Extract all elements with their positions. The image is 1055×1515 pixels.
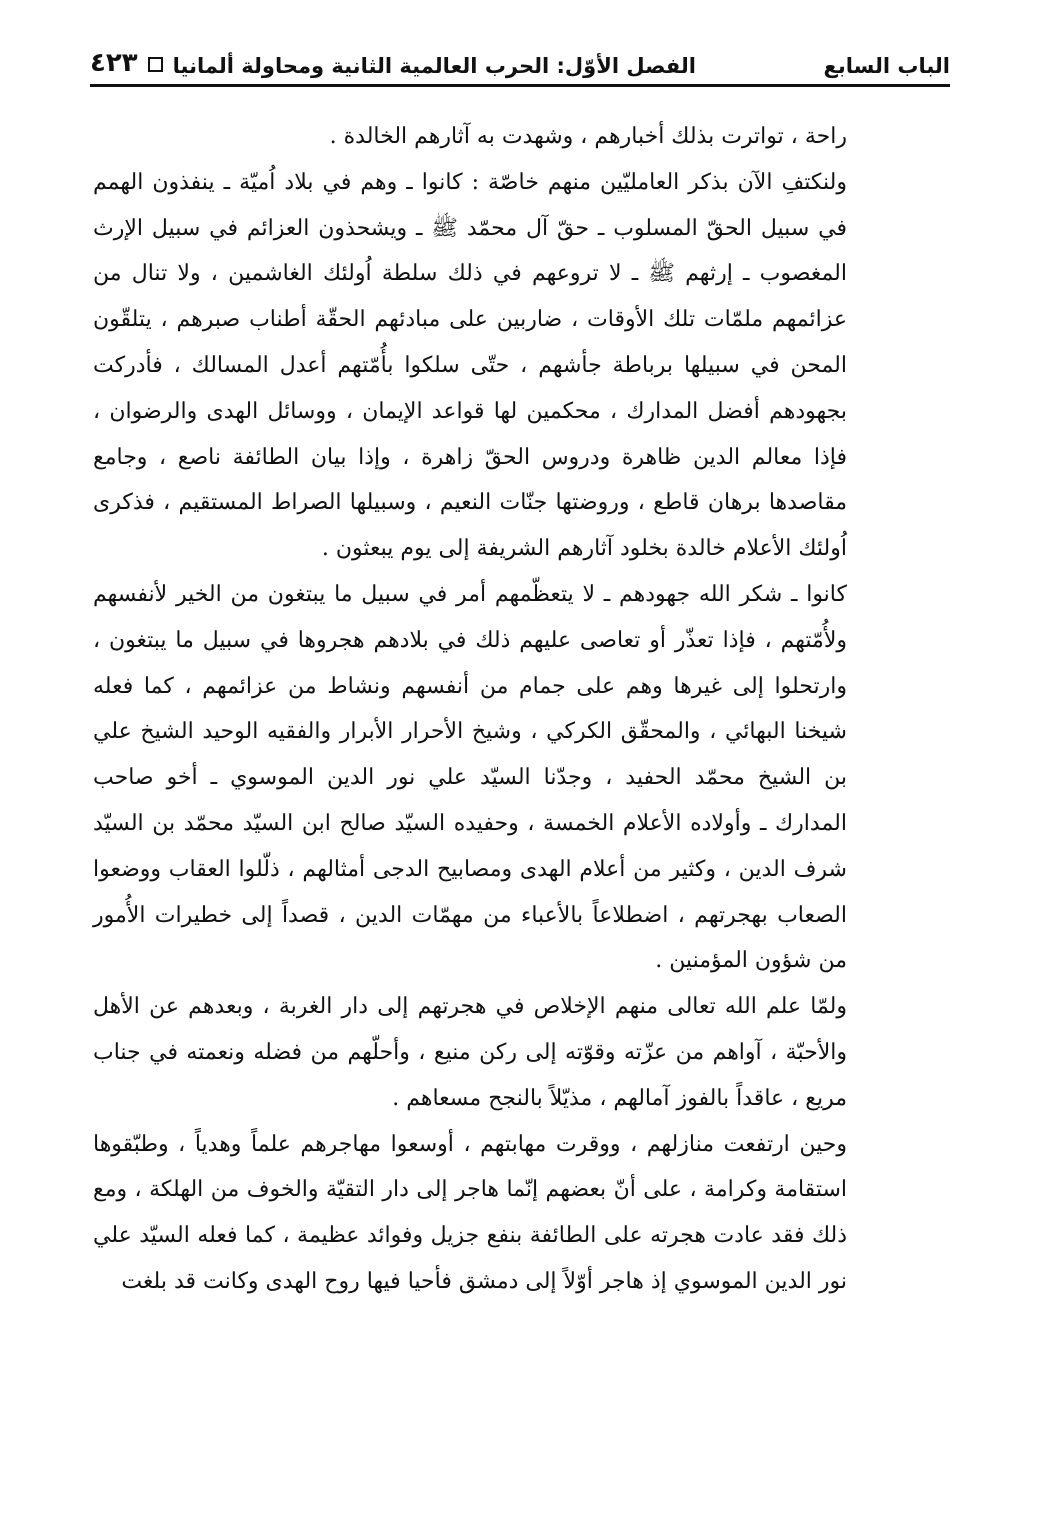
square-separator-icon: [148, 57, 163, 72]
section-heading-group: [90, 48, 696, 78]
page-number: ٤٢٣: [90, 48, 138, 78]
chapter-title: الباب السابع: [823, 54, 950, 78]
paragraph: راحة ، تواترت بذلك أخبارهم ، وشهدت به آثارهم الخالدة .: [329, 124, 847, 149]
paragraph: وحين ارتفعت منازلهم ، ووقرت مهابتهم ، أوسعوا مهاجرهم علماً وهدياً ، وطبّقوها استقامة وكرامة ، على أنّ بعضهم إنّما هاجر إلى دار التقيّة والخوف من الهلكة ، ومع ذلك فقد عادت هجرته على الطائفة بنفع جزيل وفوائد عظيمة ، كما فعله السيّد علي نور الدين الموسوي إذ هاجر أوّلاً إلى دمشق فأحيا فيها روح الهدى وكانت قد بلغت: [93, 1131, 847, 1294]
section-title: الفصل الأوّل: الحرب العالمية الثانية ومحاولة ألمانيا: [172, 54, 696, 78]
paragraph: ولنكتفِ الآن بذكر العامليّين منهم خاصّة : كانوا ـ وهم في بلاد اُميّة ـ ينفذون الهمم في سبيل الحقّ المسلوب ـ حقّ آل محمّد ﷺ ـ ويشحذون العزائم في سبيل الإرث المغصوب ـ إرثهم ﷺ ـ لا تروعهم في ذلك سلطة اُولئك الغاشمين ، ولا تنال من عزائمهم ملمّات تلك الأوقات ، ضاربين على مبادئهم الحقّة أطناب صبرهم ، يتلقّون المحن في سبيلها برباطة جأشهم ، حتّى سلكوا بأُمّتهم أعدل المسالك ، فأدركت بجهودهم أفضل المدارك ، محكمين لها قواعد الإيمان ، ووسائل الهدى والرضوان ، فإذا معالم الدين ظاهرة ودروس الحقّ زاهرة ، وإذا بيان الطائفة ناصع ، وجامع مقاصدها برهان قاطع ، وروضتها جنّات النعيم ، وسبيلها الصراط المستقيم ، فذكرى اُولئك الأعلام خالدة بخلود آثارهم الشريفة إلى يوم يبعثون .: [93, 169, 847, 562]
header-rule: [90, 84, 950, 87]
paragraph: ولمّا علم الله تعالى منهم الإخلاص في هجرتهم إلى دار الغربة ، وبعدهم عن الأهل والأحبّة ، آواهم من عزّته وقوّته إلى ركن منيع ، وأحلّهم من فضله ونعمته في جناب مريع ، عاقداً بالفوز آمالهم ، مذيّلاً بالنجح مسعاهم .: [93, 994, 847, 1111]
paragraph: كانوا ـ شكر الله جهودهم ـ لا يتعظّمهم أمر في سبيل ما يبتغون من الخير لأنفسهم ولأُمّتهم ، فإذا تعذّر أو تعاصى عليهم ذلك في بلادهم هجروها في سبيل ما يبتغون ، وارتحلوا إلى غيرها وهم على جمام من أنفسهم ونشاط من عزائمهم ، كما فعله شيخنا البهائي ، والمحقّق الكركي ، وشيخ الأحرار الأبرار والفقيه الوحيد الشيخ علي بن الشيخ محمّد الحفيد ، وجدّنا السيّد علي نور الدين الموسوي ـ أخو صاحب المدارك ـ وأولاده الأعلام الخمسة ، وحفيده السيّد صالح ابن السيّد محمّد بن السيّد شرف الدين ، وكثير من أعلام الهدى ومصابيح الدجى أمثالهم ، ذلّلوا العقاب ووضعوا الصعاب بهجرتهم ، اضطلاعاً بالأعباء من مهمّات الدين ، قصداً إلى خطيرات الأُمور من شؤون المؤمنين .: [93, 581, 847, 974]
running-header: [90, 38, 950, 78]
body-text: [93, 114, 847, 1305]
